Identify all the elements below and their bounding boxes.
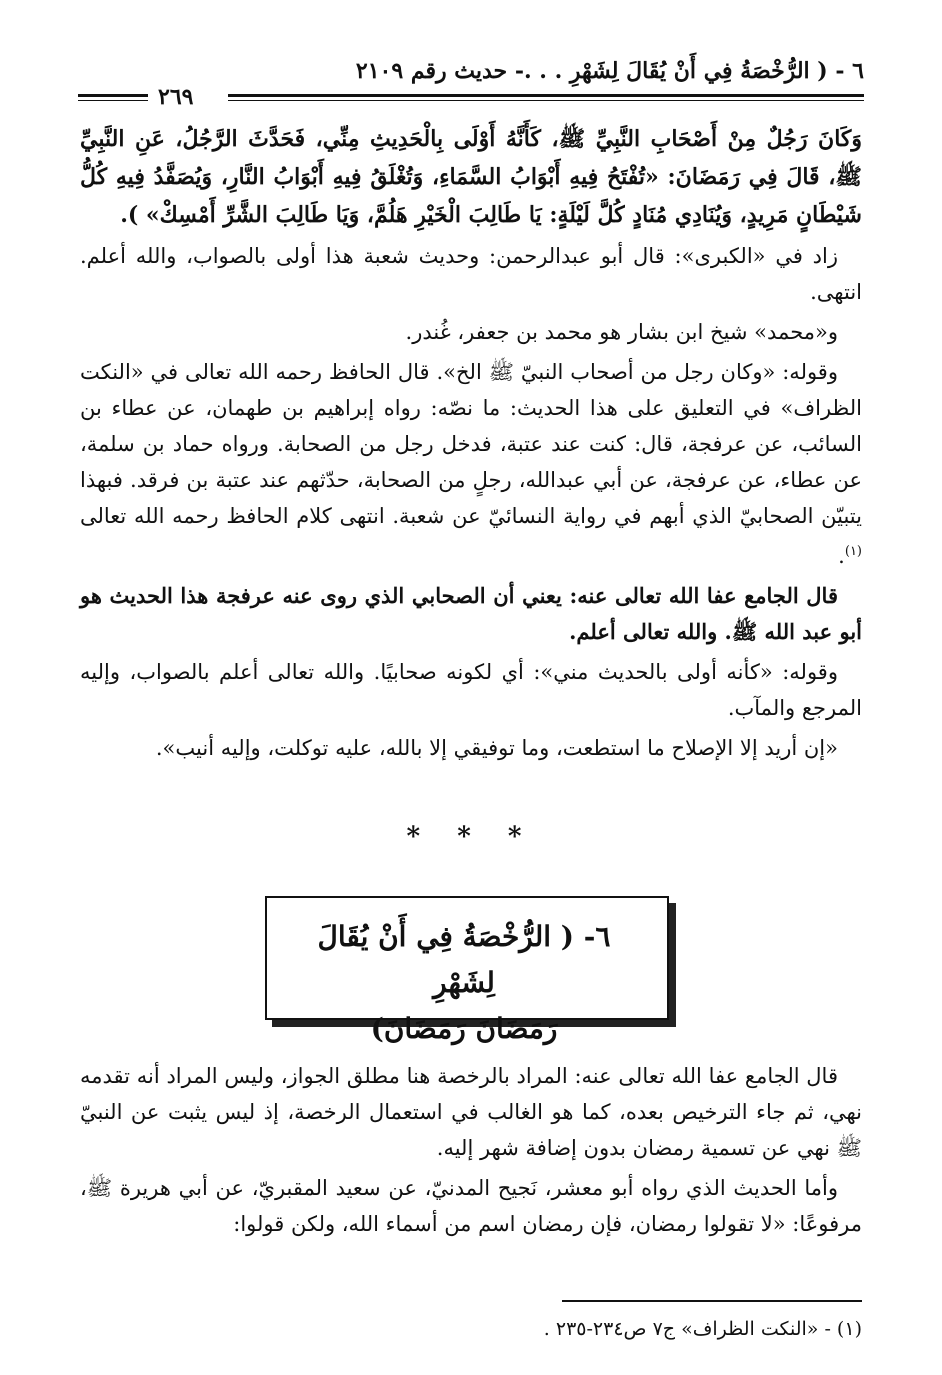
chapter-title-line-1: ٦- ( الرُّخْصَةُ فِي أَنْ يُقَالَ لِشَهْرِ bbox=[317, 920, 611, 999]
running-header bbox=[78, 58, 864, 114]
running-title: ٦ - ( الرُّخْصَةُ فِي أَنْ يُقَالَ لِشَهْرِ . . .- حديث رقم ٢١٠٩ bbox=[355, 58, 864, 84]
main-text-top bbox=[80, 120, 862, 770]
paragraph: قال الجامع عفا الله تعالى عنه: المراد بالرخصة هنا مطلق الجواز، وليس المراد أنه تقدمه نهي، ثم جاء الترخيص بعده، كما هو الغالب في استعمال الرخصة، إذ ليس يثبت عن النبيّ ﷺ نهي عن تسمية رمضان بدون إضافة شهر إليه. bbox=[80, 1064, 862, 1160]
header-rule-thin bbox=[228, 100, 864, 101]
footnote-reference[interactable]: (١) bbox=[844, 544, 862, 559]
header-rule-left-thin bbox=[78, 100, 148, 101]
paragraph: وأما الحديث الذي رواه أبو معشر، نَجيح المدنيّ، عن سعيد المقبريّ، عن أبي هريرة ﷺ، مرفوعًا: «لا تقولوا رمضان، فإن رمضان اسم من أسماء الله، ولكن قولوا: bbox=[80, 1176, 862, 1236]
paragraph: وقوله: «وكان رجل من أصحاب النبيّ ﷺ الخ». قال الحافظ رحمه الله تعالى في «النكت الظراف» في التعليق على هذا الحديث: ما نصّه: رواه إبراهيم بن طهمان، عن عطاء بن السائب، عن عرفجة، قال: كنت عند عتبة، فدخل رجل من الصحابة. ورواه حماد بن سلمة، عن عطاء، عن عرفجة، عن أبي عبدالله، رجلٍ من الصحابة، حدّثهم عند عتبة بن فرقد. فبهذا يتبيّن الصحابيّ الذي أبهم في رواية النسائيّ عن شعبة. انتهى كلام الحافظ رحمه الله تعالى $^{(١)}$. bbox=[80, 360, 863, 568]
paragraph: «إن أريد إلا الإصلاح ما استطعت، وما توفيقي إلا بالله، عليه توكلت، وإليه أنيب». bbox=[155, 736, 838, 760]
main-text-bottom bbox=[80, 1058, 862, 1246]
section-separator-stars: * * * bbox=[406, 822, 536, 852]
paragraph: زاد في «الكبرى»: قال أبو عبدالرحمن: وحديث شعبة هذا أولى بالصواب، والله أعلم. انتهى. bbox=[80, 244, 862, 304]
chapter-title bbox=[283, 914, 645, 1052]
paragraph-text: وقوله: «وكان رجل من أصحاب النبيّ ﷺ الخ». قال الحافظ رحمه الله تعالى في «النكت الظراف» في التعليق على هذا الحديث: ما نصّه: رواه إبراهيم بن طهمان، عن عطاء بن السائب، عن عرفجة، قال: كنت عند عتبة، فدخل رجل من الصحابة. ورواه حماد بن سلمة، عن عطاء، عن عرفجة، عن أبي عبدالله، رجلٍ من الصحابة، حدّثهم عند عتبة بن فرقد. فبهذا يتبيّن الصحابيّ الذي أبهم في رواية النسائيّ عن شعبة. انتهى كلام الحافظ رحمه الله تعالى bbox=[80, 360, 863, 528]
chapter-title-line-2: رَمَضَانَ رَمَضَانَ) bbox=[370, 1012, 558, 1045]
hadith-text: وَكَانَ رَجُلٌ مِنْ أَصْحَابِ النَّبِيِّ ﷺ، كَأَنَّهُ أَوْلَى بِالْحَدِيثِ مِنِّي، فَحَدَّثَ الرَّجُلُ، عَنِ النَّبِيِّ ﷺ، قَالَ فِي رَمَضَانَ: «تُفْتَحُ فِيهِ أَبْوَابُ السَّمَاءِ، وَتُغْلَقُ فِيهِ أَبْوَابُ النَّارِ، وَيُصَفَّدُ فِيهِ كُلُّ شَيْطَانٍ مَرِيدٍ، وَيُنَادِي مُنَادٍ كُلَّ لَيْلَةٍ: يَا طَالِبَ الْخَيْرِ هَلُمَّ، وَيَا طَالِبَ الشَّرِّ أَمْسِكْ» ). bbox=[80, 126, 862, 228]
header-rule bbox=[228, 94, 864, 97]
paragraph: وقوله: «كأنه أولى بالحديث مني»: أي لكونه صحابيًا. والله تعالى أعلم بالصواب، وإليه المرجع والمآب. bbox=[80, 660, 862, 720]
footnote: (١) - «النكت الظراف» ج٧ ص٢٣٤-٢٣٥ . bbox=[543, 1318, 862, 1340]
header-rule-left bbox=[78, 94, 148, 97]
chapter-heading-box bbox=[265, 896, 669, 1045]
paragraph: قال الجامع عفا الله تعالى عنه: يعني أن الصحابي الذي روى عنه عرفجة هذا الحديث هو أبو عبد الله ﷺ. والله تعالى أعلم. bbox=[80, 583, 862, 644]
paragraph: و«محمد» شيخ ابن بشار هو محمد بن جعفر، غُندر. bbox=[405, 320, 838, 344]
page-number: ٢٦٩ bbox=[158, 84, 194, 110]
footnote-divider bbox=[562, 1300, 862, 1302]
